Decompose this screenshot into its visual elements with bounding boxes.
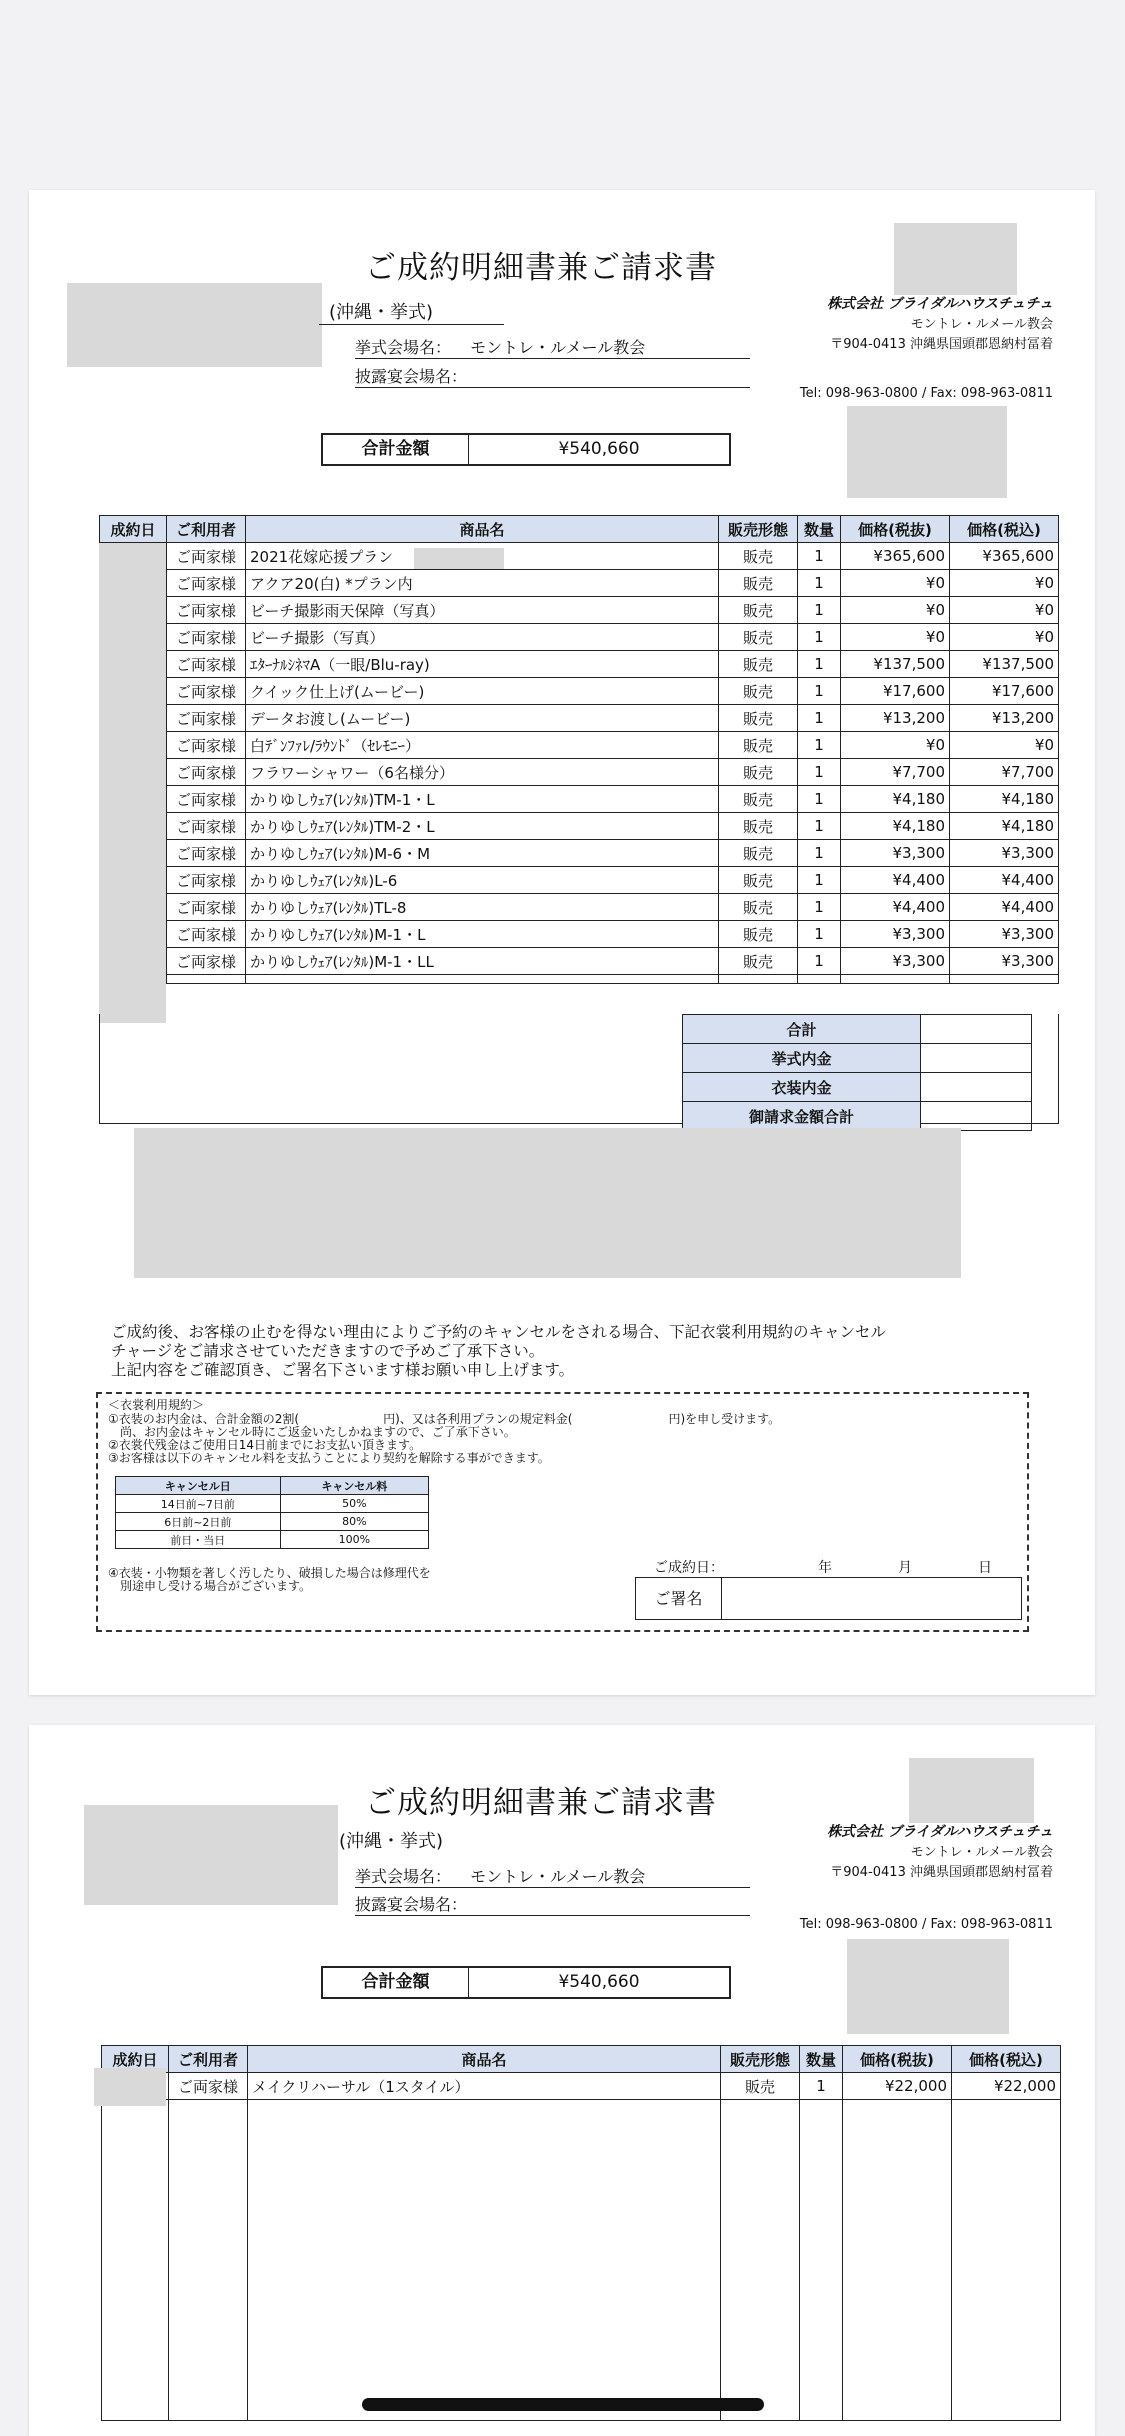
cell-price-ex: ¥365,600 (841, 543, 950, 570)
notice-line: チャージをご請求させていただきますので予めご了承下さい。 (111, 1342, 545, 1360)
col-header: 成約日 (102, 2046, 169, 2073)
company-block (827, 1822, 1053, 1883)
reception-venue-line (355, 1892, 750, 1916)
cell-type: 販売 (719, 840, 798, 867)
cancel-cell: 前日・当日 (116, 1531, 281, 1549)
rules-line: 別途申し受ける場合がございます。 (108, 1579, 312, 1593)
cancel-cell: 14日前~7日前 (116, 1495, 281, 1513)
cell-price-in: ¥4,400 (950, 867, 1059, 894)
col-header: 数量 (798, 516, 841, 543)
cell-price-ex: ¥0 (841, 624, 950, 651)
cell-user: ご両家様 (167, 678, 246, 705)
total-value: ¥540,660 (558, 1972, 640, 1992)
cell-price-in: ¥137,500 (950, 651, 1059, 678)
table-row (100, 678, 1059, 705)
cancel-header: キャンセル料 (280, 1477, 428, 1495)
signature-field[interactable] (722, 1578, 1021, 1619)
document-page-1 (29, 190, 1095, 1695)
table-row (100, 543, 1059, 570)
summary-label: 合計 (683, 1015, 921, 1044)
table-row (100, 597, 1059, 624)
redacted-date (94, 2068, 166, 2106)
table-row (100, 624, 1059, 651)
cell-type: 販売 (719, 732, 798, 759)
cell-item: フラワーシャワー（6名様分） (246, 759, 719, 786)
cancel-cell: 80% (280, 1513, 428, 1531)
cell-price-in: ¥7,700 (950, 759, 1059, 786)
cell-user: ご両家様 (167, 543, 246, 570)
company-branch: モントレ・ルメール教会 (910, 317, 1053, 332)
redacted-date-column (99, 543, 166, 1023)
cell-qty: 1 (798, 597, 841, 624)
cell-price-in: ¥22,000 (952, 2073, 1061, 2100)
cell-item: 2021花嫁応援プラン (246, 543, 719, 570)
cell-item: かりゆしｳｪｱ(ﾚﾝﾀﾙ)TM-2・L (246, 813, 719, 840)
cell-price-ex: ¥0 (841, 570, 950, 597)
col-header: ご利用者 (169, 2046, 248, 2073)
notice-line: ご成約後、お客様の止むを得ない理由によりご予約のキャンセルをされる場合、下記衣裳利用規約のキャンセル (111, 1323, 887, 1341)
company-branch: モントレ・ルメール教会 (910, 1845, 1053, 1860)
cell-item: かりゆしｳｪｱ(ﾚﾝﾀﾙ)M-1・LL (246, 948, 719, 975)
cell-type: 販売 (719, 948, 798, 975)
redacted-block (134, 1128, 961, 1278)
cell-qty: 1 (798, 570, 841, 597)
cell-item: かりゆしｳｪｱ(ﾚﾝﾀﾙ)L-6 (246, 867, 719, 894)
rules-line: ③お客様は以下のキャンセル料を支払うことにより契約を解除する事ができます。 (108, 1451, 550, 1465)
cell-user: ご両家様 (167, 786, 246, 813)
cell-price-ex: ¥4,180 (841, 786, 950, 813)
table-header-row (102, 2046, 1061, 2073)
cell-price-ex: ¥22,000 (843, 2073, 952, 2100)
redacted-block (847, 1939, 1009, 2034)
cell-price-in: ¥3,300 (950, 921, 1059, 948)
cell-user: ご両家様 (167, 894, 246, 921)
cell-item: クイック仕上げ(ムービー) (246, 678, 719, 705)
empty-cell (248, 2100, 721, 2421)
company-address: 〒904-0413 沖縄県国頭郡恩納村冨着 (830, 337, 1053, 352)
year-label: 年 (818, 1560, 832, 1576)
cell-price-in: ¥4,400 (950, 894, 1059, 921)
rules-line: ④衣装・小物類を著しく汚したり、破損した場合は修理代を (108, 1566, 431, 1580)
cell-price-ex: ¥4,400 (841, 867, 950, 894)
summary-value (921, 1102, 1032, 1131)
company-tel: Tel: 098-963-0800 / Fax: 098-963-0811 (799, 1917, 1053, 1932)
company-block (827, 294, 1053, 355)
cell-qty: 1 (798, 678, 841, 705)
cell-type: 販売 (719, 921, 798, 948)
cell-price-ex: ¥7,700 (841, 759, 950, 786)
table-row (100, 651, 1059, 678)
cell-user: ご両家様 (167, 948, 246, 975)
table-row (100, 840, 1059, 867)
cell-type: 販売 (719, 651, 798, 678)
table-row (100, 759, 1059, 786)
cell-item: かりゆしｳｪｱ(ﾚﾝﾀﾙ)M-1・L (246, 921, 719, 948)
underline (319, 324, 504, 325)
col-header: 販売形態 (719, 516, 798, 543)
day-label: 日 (978, 1560, 992, 1576)
cell-type: 販売 (719, 759, 798, 786)
rules-heading: ＜衣裳利用規約＞ (108, 1398, 205, 1412)
reception-venue-line (355, 364, 750, 388)
ceremony-label: 挙式会場名： (355, 1867, 452, 1886)
cell-price-ex: ¥4,400 (841, 894, 950, 921)
cell-price-ex: ¥3,300 (841, 948, 950, 975)
cell-price-ex: ¥13,200 (841, 705, 950, 732)
cell-item: 白ﾃﾞﾝﾌｧﾚ/ﾗｳﾝﾄﾞ（ｾﾚﾓﾆｰ） (246, 732, 719, 759)
rental-terms-box (96, 1392, 1029, 1632)
cell-qty: 1 (798, 921, 841, 948)
cell-qty: 1 (798, 759, 841, 786)
empty-cell (719, 975, 798, 984)
cell-price-ex: ¥3,300 (841, 840, 950, 867)
cell-user: ご両家様 (167, 624, 246, 651)
cell-qty: 1 (798, 894, 841, 921)
cancel-cell: 6日前~2日前 (116, 1513, 281, 1531)
cell-price-ex: ¥137,500 (841, 651, 950, 678)
signature-box (635, 1577, 1022, 1620)
month-label: 月 (898, 1560, 912, 1576)
ceremony-label: 挙式会場名： (355, 338, 452, 357)
cell-qty: 1 (798, 948, 841, 975)
col-header: ご利用者 (167, 516, 246, 543)
redacted-block (894, 223, 1017, 295)
cell-price-ex: ¥0 (841, 597, 950, 624)
empty-cell (721, 2100, 800, 2421)
cell-type: 販売 (719, 867, 798, 894)
empty-cell (169, 2100, 248, 2421)
cell-user: ご両家様 (167, 570, 246, 597)
cell-price-in: ¥3,300 (950, 948, 1059, 975)
empty-cell (246, 975, 719, 984)
cell-price-in: ¥0 (950, 732, 1059, 759)
rules-line: 尚、お内金はキャンセル時にご返金いたしかねますので、ご了承下さい。 (108, 1425, 516, 1439)
cell-qty: 1 (798, 624, 841, 651)
cell-type: 販売 (719, 570, 798, 597)
empty-cell (102, 2100, 169, 2421)
cell-price-in: ¥3,300 (950, 840, 1059, 867)
table-row (100, 786, 1059, 813)
cell-user: ご両家様 (167, 597, 246, 624)
document-title: ご成約明細書兼ご請求書 (365, 1785, 717, 1821)
ceremony-venue-line (355, 335, 750, 359)
cell-price-in: ¥0 (950, 570, 1059, 597)
cancel-header: キャンセル日 (116, 1477, 281, 1495)
cell-user: ご両家様 (167, 651, 246, 678)
cell-qty: 1 (800, 2073, 843, 2100)
cell-item: かりゆしｳｪｱ(ﾚﾝﾀﾙ)TM-1・L (246, 786, 719, 813)
document-page-2 (29, 1725, 1095, 2436)
empty-cell (167, 975, 246, 984)
cell-user: ご両家様 (167, 921, 246, 948)
cell-type: 販売 (719, 813, 798, 840)
table-row (100, 921, 1059, 948)
summary-value (921, 1015, 1032, 1044)
cancel-cell: 50% (280, 1495, 428, 1513)
location-suffix: (沖縄・挙式) (339, 1831, 444, 1852)
cell-item: データお渡し(ムービー) (246, 705, 719, 732)
cell-price-ex: ¥17,600 (841, 678, 950, 705)
cell-qty: 1 (798, 840, 841, 867)
ceremony-venue: モントレ・ルメール教会 (470, 1867, 646, 1886)
table-row (100, 732, 1059, 759)
table-row (102, 2073, 1061, 2100)
items-table (101, 2045, 1061, 2421)
cell-qty: 1 (798, 813, 841, 840)
cell-item: ｴﾀｰﾅﾙｼﾈﾏA（一眼/Blu-ray) (246, 651, 719, 678)
notice-line: 上記内容をご確認頂き、ご署名下さいます様お願い申し上げます。 (111, 1361, 575, 1379)
summary-label: 御請求金額合計 (683, 1102, 921, 1131)
table-header-row (100, 516, 1059, 543)
cell-qty: 1 (798, 732, 841, 759)
rules-line: ②衣裳代残金はご使用日14日前までにお支払い頂きます。 (108, 1438, 422, 1452)
cell-user: ご両家様 (167, 867, 246, 894)
cell-user: ご両家様 (167, 840, 246, 867)
company-name: 株式会社 ブライダルハウスチュチュ (827, 296, 1053, 312)
location-suffix: (沖縄・挙式) (329, 302, 434, 323)
cell-qty: 1 (798, 786, 841, 813)
table-row (100, 813, 1059, 840)
empty-cell (800, 2100, 843, 2421)
contract-date-label: ご成約日： (654, 1560, 724, 1576)
table-row (100, 570, 1059, 597)
cell-qty: 1 (798, 651, 841, 678)
cell-type: 販売 (719, 597, 798, 624)
total-label: 合計金額 (323, 435, 469, 464)
redacted-customer-name (84, 1805, 338, 1905)
total-label: 合計金額 (323, 1968, 469, 1997)
col-header: 商品名 (248, 2046, 721, 2073)
cancel-cell: 100% (280, 1531, 428, 1549)
ceremony-venue: モントレ・ルメール教会 (470, 338, 646, 357)
cell-price-ex: ¥3,300 (841, 921, 950, 948)
company-address: 〒904-0413 沖縄県国頭郡恩納村冨着 (830, 1865, 1053, 1880)
summary-table (682, 1014, 1032, 1131)
cell-user: ご両家様 (167, 759, 246, 786)
total-amount-box (321, 1966, 731, 1999)
empty-row (100, 975, 1059, 984)
notice-text (111, 1323, 886, 1380)
summary-value (921, 1044, 1032, 1073)
cell-qty: 1 (798, 705, 841, 732)
cell-price-in: ¥365,600 (950, 543, 1059, 570)
table-row (100, 867, 1059, 894)
home-indicator[interactable] (362, 2398, 764, 2411)
col-header: 販売形態 (721, 2046, 800, 2073)
rules-line: ①衣装のお内金は、合計金額の2割( 円)、又は各利用プランの規定料金( 円)を申し受けます。 (108, 1412, 781, 1426)
summary-value (921, 1073, 1032, 1102)
table-row (100, 705, 1059, 732)
cell-price-in: ¥4,180 (950, 813, 1059, 840)
cell-price-in: ¥0 (950, 624, 1059, 651)
cell-item: ビーチ撮影（写真） (246, 624, 719, 651)
cell-price-in: ¥4,180 (950, 786, 1059, 813)
cell-user: ご両家様 (167, 705, 246, 732)
col-header: 価格(税込) (952, 2046, 1061, 2073)
summary-label: 挙式内金 (683, 1044, 921, 1073)
redacted-plan-detail (414, 548, 504, 569)
col-header: 成約日 (100, 516, 167, 543)
table-row (100, 894, 1059, 921)
cell-price-ex: ¥0 (841, 732, 950, 759)
cell-user: ご両家様 (167, 732, 246, 759)
cell-user: ご両家様 (169, 2073, 248, 2100)
reception-label: 披露宴会場名： (355, 1895, 468, 1914)
redacted-customer-name (67, 283, 322, 367)
empty-cell (952, 2100, 1061, 2421)
total-value: ¥540,660 (558, 439, 640, 459)
cell-qty: 1 (798, 867, 841, 894)
col-header: 商品名 (246, 516, 719, 543)
summary-label: 衣装内金 (683, 1073, 921, 1102)
company-name: 株式会社 ブライダルハウスチュチュ (827, 1824, 1053, 1840)
cell-item: かりゆしｳｪｱ(ﾚﾝﾀﾙ)M-6・M (246, 840, 719, 867)
table-row (100, 948, 1059, 975)
document-title: ご成約明細書兼ご請求書 (365, 250, 717, 286)
cell-price-in: ¥17,600 (950, 678, 1059, 705)
cell-type: 販売 (719, 624, 798, 651)
cell-item: メイクリハーサル（1スタイル） (248, 2073, 721, 2100)
empty-row (102, 2100, 1061, 2421)
empty-cell (843, 2100, 952, 2421)
cell-qty: 1 (798, 543, 841, 570)
col-header: 価格(税込) (950, 516, 1059, 543)
cell-type: 販売 (719, 543, 798, 570)
cell-item: アクア20(白) *プラン内 (246, 570, 719, 597)
redacted-block (847, 406, 1007, 498)
empty-cell (950, 975, 1059, 984)
cell-type: 販売 (721, 2073, 800, 2100)
cell-type: 販売 (719, 894, 798, 921)
ceremony-venue-line (355, 1864, 750, 1888)
company-tel: Tel: 098-963-0800 / Fax: 098-963-0811 (799, 386, 1053, 401)
cell-item: かりゆしｳｪｱ(ﾚﾝﾀﾙ)TL-8 (246, 894, 719, 921)
items-table (99, 515, 1059, 984)
cancel-fee-table (115, 1476, 429, 1549)
cell-type: 販売 (719, 705, 798, 732)
total-amount-box (321, 433, 731, 466)
cell-user: ご両家様 (167, 813, 246, 840)
redacted-block (909, 1758, 1034, 1823)
cell-item: ビーチ撮影雨天保障（写真） (246, 597, 719, 624)
col-header: 価格(税抜) (843, 2046, 952, 2073)
col-header: 価格(税抜) (841, 516, 950, 543)
empty-cell (841, 975, 950, 984)
cell-price-in: ¥0 (950, 597, 1059, 624)
cell-type: 販売 (719, 786, 798, 813)
cell-price-ex: ¥4,180 (841, 813, 950, 840)
signature-label: ご署名 (636, 1578, 722, 1619)
cell-type: 販売 (719, 678, 798, 705)
cell-price-in: ¥13,200 (950, 705, 1059, 732)
reception-label: 披露宴会場名： (355, 367, 468, 386)
col-header: 数量 (800, 2046, 843, 2073)
empty-cell (798, 975, 841, 984)
